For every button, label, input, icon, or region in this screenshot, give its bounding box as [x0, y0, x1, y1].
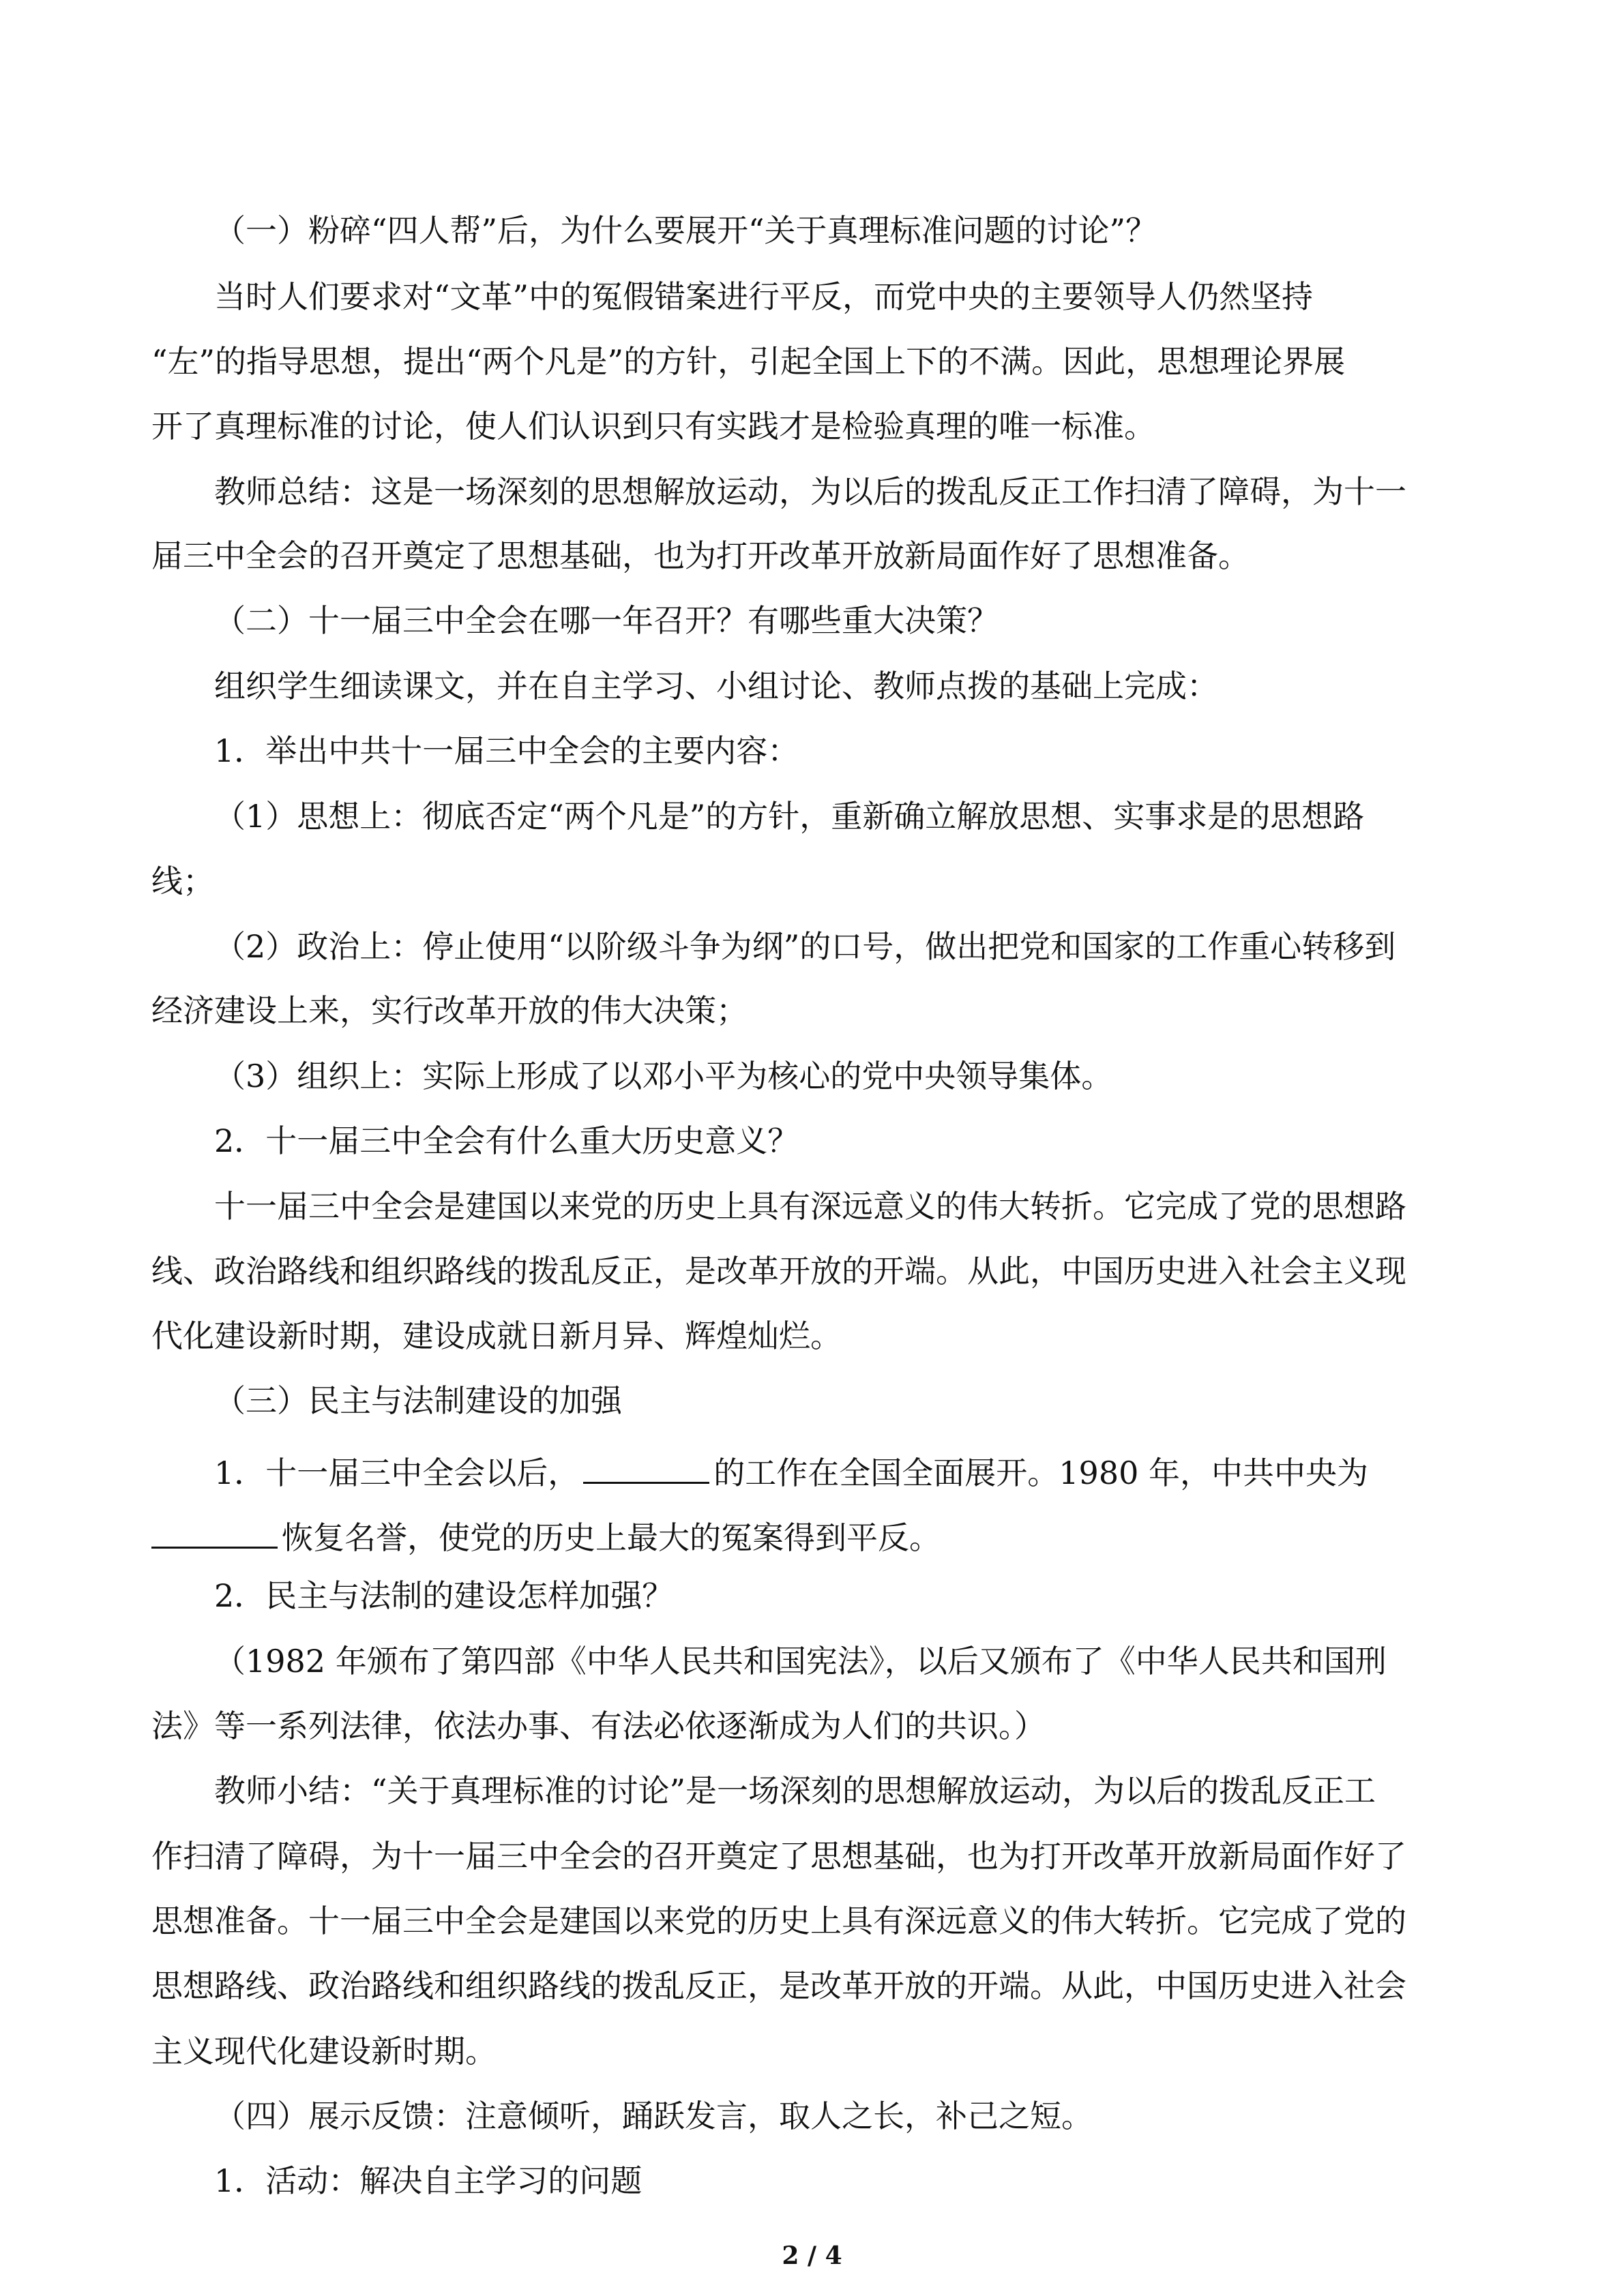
- list-item: 1．活动：解决自主学习的问题: [214, 2162, 643, 2199]
- paragraph-line: 线；: [151, 863, 214, 899]
- teacher-summary-line: 教师小结：“关于真理标准的讨论”是一场深刻的思想解放运动，为以后的拨乱反正工: [214, 1772, 1376, 1809]
- paragraph-line: “左”的指导思想，提出“两个凡是”的方针，引起全国上下的不满。因此，思想理论界展: [151, 343, 1346, 380]
- teacher-summary-line: 作扫清了障碍，为十一届三中全会的召开奠定了思想基础，也为打开改革开放新局面作好了: [151, 1838, 1406, 1875]
- paragraph-line: 经济建设上来，实行改革开放的伟大决策；: [151, 992, 748, 1029]
- list-item: （3）组织上：实际上形成了以邓小平为核心的党中央领导集体。: [214, 1058, 1113, 1094]
- fill-text-before: 1．十一届三中全会以后，: [214, 1455, 580, 1491]
- question-heading-1: （一）粉碎“四人帮”后，为什么要展开“关于真理标准问题的讨论”？: [214, 212, 1157, 249]
- question-heading-4: （四）展示反馈：注意倾听，踊跃发言，取人之长，补己之短。: [214, 2098, 1093, 2134]
- teacher-summary-line: 思想路线、政治路线和组织路线的拨乱反正，是改革开放的开端。从此，中国历史进入社会: [151, 1967, 1406, 2004]
- paragraph-line: 十一届三中全会是建国以来党的历史上具有深远意义的伟大转折。它完成了党的思想路: [214, 1188, 1406, 1225]
- paragraph-line: 法》等一系列法律，依法办事、有法必依逐渐成为人们的共识。）: [151, 1708, 1046, 1744]
- list-item: 1．举出中共十一届三中全会的主要内容：: [214, 732, 799, 769]
- answer-blank-2[interactable]: [151, 1515, 278, 1549]
- answer-blank-1[interactable]: [583, 1450, 709, 1484]
- fill-text-after: 的工作在全国全面展开。1980 年，中共中央为: [713, 1455, 1368, 1491]
- list-item: 2．十一届三中全会有什么重大历史意义？: [214, 1122, 799, 1159]
- fill-in-line-1: [214, 1450, 1368, 1489]
- fill-text-after: 恢复名誉，使党的历史上最大的冤案得到平反。: [282, 1519, 941, 1556]
- list-item: （1）思想上：彻底否定“两个凡是”的方针，重新确立解放思想、实事求是的思想路: [214, 798, 1365, 835]
- teacher-summary-line: 思想准备。十一届三中全会是建国以来党的历史上具有深远意义的伟大转折。它完成了党的: [151, 1903, 1406, 1939]
- list-item: （2）政治上：停止使用“以阶级斗争为纲”的口号，做出把党和国家的工作重心转移到: [214, 928, 1396, 965]
- page-number: 2 / 4: [782, 2241, 842, 2270]
- paragraph-line: 代化建设新时期，建设成就日新月异、辉煌灿烂。: [151, 1317, 842, 1354]
- teacher-summary-line: 届三中全会的召开奠定了思想基础，也为打开改革开放新局面作好了思想准备。: [151, 537, 1250, 574]
- paragraph-line: 组织学生细读课文，并在自主学习、小组讨论、教师点拨的基础上完成：: [214, 668, 1218, 704]
- teacher-summary-line: 教师总结：这是一场深刻的思想解放运动，为以后的拨乱反正工作扫清了障碍，为十一: [214, 473, 1406, 510]
- paragraph-line: （1982 年颁布了第四部《中华人民共和国宪法》，以后又颁布了《中华人民共和国刑: [214, 1643, 1387, 1680]
- paragraph-line: 线、政治路线和组织路线的拨乱反正，是改革开放的开端。从此，中国历史进入社会主义现: [151, 1253, 1406, 1289]
- fill-in-line-2: [151, 1515, 941, 1556]
- paragraph-line: 开了真理标准的讨论，使人们认识到只有实践才是检验真理的唯一标准。: [151, 408, 1155, 445]
- paragraph-line: 当时人们要求对“文革”中的冤假错案进行平反，而党中央的主要领导人仍然坚持: [214, 278, 1314, 315]
- question-heading-2: （二）十一届三中全会在哪一年召开？有哪些重大决策？: [214, 602, 999, 639]
- list-item: 2．民主与法制的建设怎样加强？: [214, 1577, 674, 1614]
- teacher-summary-line: 主义现代化建设新时期。: [151, 2033, 497, 2070]
- question-heading-3: （三）民主与法制建设的加强: [214, 1382, 622, 1419]
